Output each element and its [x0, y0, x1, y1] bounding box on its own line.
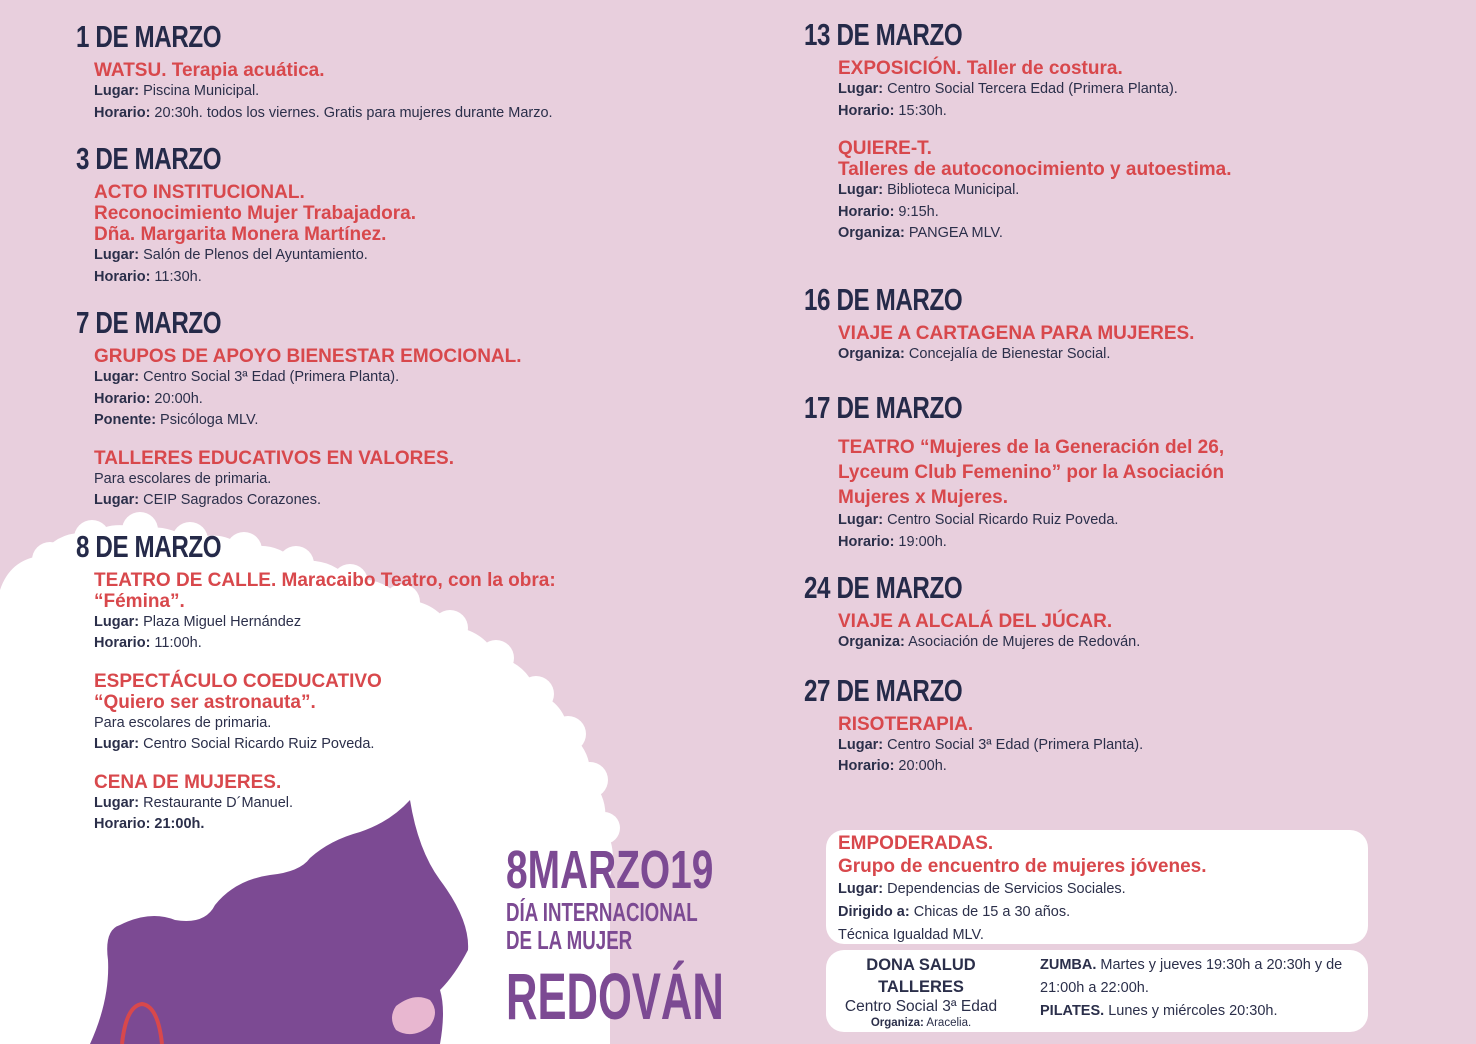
- event-title: Lyceum Club Femenino” por la Asociación: [838, 462, 1225, 483]
- event-title: TEATRO DE CALLE. Maracaibo Teatro, con la obra:: [94, 569, 556, 591]
- event-detail: Horario: 15:30h.: [838, 102, 947, 119]
- day-block: [76, 18, 716, 124]
- event-detail: Lugar: Biblioteca Municipal.: [838, 182, 1020, 198]
- event-title: ACTO INSTITUCIONAL.: [94, 182, 305, 203]
- brand-line: DE LA MUJER: [506, 925, 633, 955]
- event-title: “Fémina”.: [94, 590, 185, 612]
- event-detail: Horario: 20:00h.: [94, 390, 203, 407]
- event-title: Dña. Margarita Monera Martínez.: [94, 224, 387, 245]
- day-heading: 24 DE MARZO: [804, 570, 963, 605]
- event: [838, 611, 1444, 654]
- day-block: [804, 569, 1444, 654]
- event-detail: Horario: 11:00h.: [94, 635, 202, 651]
- event-detail: Horario: 19:00h.: [838, 533, 947, 550]
- event-detail: Lugar: CEIP Sagrados Corazones.: [94, 492, 321, 508]
- dona-salud-info: [826, 954, 1016, 1030]
- event-detail: Lugar: Restaurante D´Manuel.: [94, 794, 294, 811]
- event-title: ESPECTÁCULO COEDUCATIVO: [94, 670, 382, 692]
- day-block: [76, 304, 716, 512]
- event: [838, 714, 1444, 778]
- event-detail: Ponente: Psicóloga MLV.: [94, 412, 259, 428]
- left-schedule-column: [76, 18, 716, 852]
- event-title: VIAJE A ALCALÁ DEL JÚCAR.: [838, 611, 1113, 632]
- event-title: Talleres de autoconocimiento y autoestima.: [838, 159, 1232, 180]
- day-heading: 27 DE MARZO: [804, 672, 963, 708]
- event-detail: Lugar: Centro Social Ricardo Ruiz Poveda.: [838, 512, 1119, 528]
- day-block: [804, 16, 1444, 245]
- day-heading: 8 DE MARZO: [76, 528, 222, 564]
- event-detail: Para escolares de primaria.: [94, 470, 272, 487]
- day-block: [76, 528, 716, 836]
- day-heading: 1 DE MARZO: [76, 19, 222, 54]
- dona-salud-title: DONA SALUD: [866, 956, 976, 974]
- event-detail: Horario: 20:30h. todos los viernes. Gratis para mujeres durante Marzo.: [94, 104, 553, 121]
- pilates-schedule: PILATES. Lunes y miércoles 20:30h.: [1040, 1003, 1278, 1019]
- event-detail: Horario: 11:30h.: [94, 268, 202, 285]
- right-schedule-column: [804, 16, 1444, 802]
- event-detail: Lugar: Centro Social 3ª Edad (Primera Planta).: [94, 369, 400, 385]
- event-detail: Horario: 9:15h.: [838, 203, 939, 220]
- event-title: “Quiero ser astronauta”.: [94, 691, 316, 713]
- event-detail: Para escolares de primaria.: [94, 714, 272, 731]
- event-detail: Organiza: Asociación de Mujeres de Redován.: [838, 634, 1141, 650]
- day-block: [76, 140, 716, 288]
- event: [94, 346, 716, 432]
- event-detail: Técnica Igualdad MLV.: [838, 927, 984, 943]
- dona-salud-card: [826, 950, 1368, 1032]
- brand-date: 8MARZO19: [506, 840, 714, 900]
- event-branding: [506, 840, 724, 1034]
- event-detail: Lugar: Plaza Miguel Hernández: [94, 613, 302, 630]
- day-heading: 13 DE MARZO: [804, 17, 963, 52]
- event: [838, 323, 1444, 366]
- day-heading: 16 DE MARZO: [804, 281, 963, 317]
- event: [94, 60, 716, 124]
- event-title: EXPOSICIÓN. Taller de costura.: [838, 58, 1123, 79]
- event-title: CENA DE MUJERES.: [94, 771, 282, 793]
- brand-town: REDOVÁN: [506, 959, 724, 1033]
- day-heading: 7 DE MARZO: [76, 305, 222, 340]
- day-heading: 3 DE MARZO: [76, 141, 222, 176]
- event-title: Reconocimiento Mujer Trabajadora.: [94, 203, 417, 224]
- event-title: Mujeres x Mujeres.: [838, 487, 1009, 508]
- event-title: QUIERE-T.: [838, 138, 932, 159]
- brand-line: DÍA INTERNACIONAL: [506, 897, 698, 927]
- dona-salud-organizer: Organiza: Aracelia.: [870, 1017, 972, 1029]
- event-detail: Lugar: Centro Social Ricardo Ruiz Poveda.: [94, 736, 375, 752]
- day-heading: 17 DE MARZO: [804, 390, 963, 425]
- event-detail: Dirigido a: Chicas de 15 a 30 años.: [838, 904, 1071, 920]
- event-detail: Organiza: PANGEA MLV.: [838, 225, 1003, 241]
- event-detail: Lugar: Centro Social Tercera Edad (Primera Planta).: [838, 81, 1178, 97]
- event-detail: Lugar: Dependencias de Servicios Sociales.: [838, 881, 1126, 897]
- dona-salud-schedule: [1040, 954, 1360, 1023]
- event-title: GRUPOS DE APOYO BIENESTAR EMOCIONAL.: [94, 346, 522, 367]
- event: [838, 435, 1444, 553]
- dona-salud-subtitle: TALLERES: [878, 978, 964, 996]
- dona-salud-place: Centro Social 3ª Edad: [844, 998, 998, 1015]
- event-title: TALLERES EDUCATIVOS EN VALORES.: [94, 447, 454, 469]
- day-block: [804, 281, 1444, 366]
- event-detail: Lugar: Salón de Plenos del Ayuntamiento.: [94, 247, 368, 263]
- event: [94, 448, 716, 512]
- event-detail: Organiza: Concejalía de Bienestar Social.: [838, 345, 1111, 362]
- event-title: RISOTERAPIA.: [838, 713, 974, 735]
- event-title: TEATRO “Mujeres de la Generación del 26,: [838, 437, 1225, 458]
- event-detail: Lugar: Centro Social 3ª Edad (Primera Planta).: [838, 736, 1144, 753]
- event-title: VIAJE A CARTAGENA PARA MUJERES.: [838, 322, 1195, 344]
- day-block: [804, 389, 1444, 553]
- event-title: EMPODERADAS.: [838, 833, 994, 854]
- event-detail: Horario: 20:00h.: [838, 758, 947, 774]
- zumba-schedule: ZUMBA. Martes y jueves 19:30h a 20:30h y de 21:00h a 22:00h.: [1040, 957, 1343, 996]
- event: [838, 58, 1444, 122]
- event: [94, 570, 716, 655]
- empoderadas-card: [826, 830, 1368, 944]
- event-title: Grupo de encuentro de mujeres jóvenes.: [838, 856, 1207, 877]
- event: [94, 671, 716, 756]
- event: [838, 138, 1444, 245]
- event-detail: Lugar: Piscina Municipal.: [94, 83, 260, 99]
- event-detail: Horario: 21:00h.: [94, 816, 205, 832]
- day-block: [804, 672, 1444, 778]
- event: [94, 772, 716, 836]
- event: [94, 182, 716, 288]
- event-title: WATSU. Terapia acuática.: [94, 60, 325, 81]
